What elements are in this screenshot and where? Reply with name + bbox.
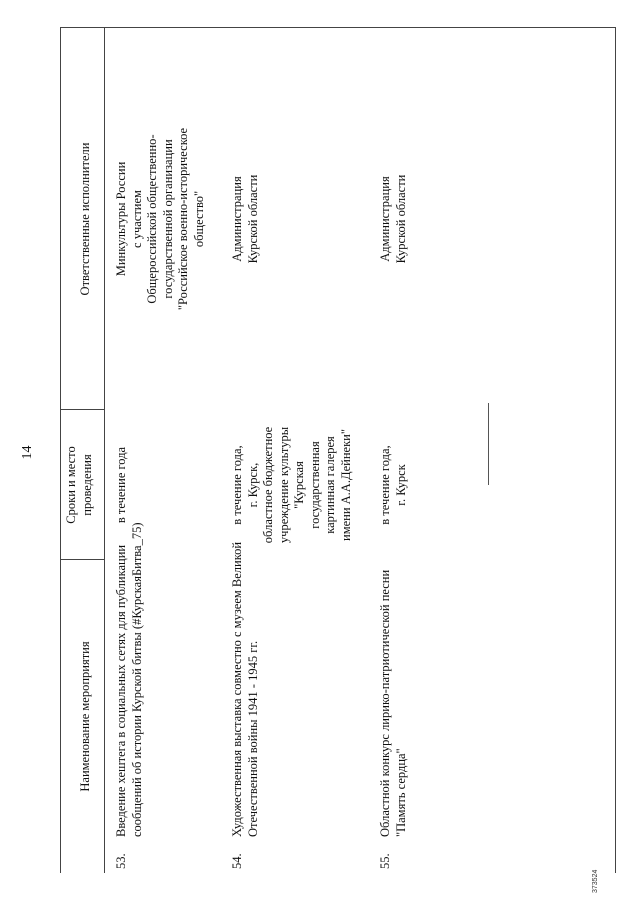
row-54-term-line-3: областное бюджетное xyxy=(261,426,275,544)
row-54-term-line-7: картинная галерея xyxy=(323,436,337,534)
row-54-term-line-6: государственная xyxy=(307,441,322,529)
row-55-resp-line-1: Администрация xyxy=(378,176,392,262)
page-number: 14 xyxy=(20,445,35,460)
row-54-term xyxy=(230,410,354,560)
table-bottom-rule xyxy=(615,28,616,873)
row-55-name-line-1: Областной конкурс лирико-патриотической песни xyxy=(378,569,392,837)
row-53-resp-line-1: Минкультуры России xyxy=(114,161,128,277)
table-header-rule xyxy=(104,28,105,873)
row-53-resp-line-5: "Российское военно-историческое xyxy=(176,127,190,311)
header-term xyxy=(64,410,95,560)
row-53-name-line-2: сообщений об истории Курской битвы (#КурскаяБитва_75) xyxy=(129,522,144,837)
row-55-term-line-2: г. Курск xyxy=(393,464,408,506)
row-53-name-line-1: Введение хештега в социальных сетях для публикации xyxy=(114,544,128,837)
row-53-resp-line-3: Общероссийской общественно- xyxy=(145,134,159,304)
row-53-name xyxy=(114,522,145,837)
row-54-responsible xyxy=(230,28,261,410)
row-53-responsible xyxy=(114,28,207,410)
row-54-term-line-5: "Курская xyxy=(292,461,306,509)
row-54-term-line-4: учреждение культуры xyxy=(276,426,291,544)
document-id: 373524 xyxy=(592,869,599,893)
header-name: Наименование мероприятия xyxy=(78,641,92,792)
row-53-resp-line-4: государственной организации xyxy=(160,139,175,299)
row-53-term-line-1: в течение года xyxy=(114,446,128,524)
row-55-responsible xyxy=(378,28,409,410)
row-55-term-line-1: в течение года, xyxy=(378,445,392,525)
row-54-term-line-2: г. Курск, xyxy=(245,462,260,508)
row-54-resp-line-1: Администрация xyxy=(230,176,244,262)
row-55-name-line-2: "Память сердца" xyxy=(393,748,408,837)
row-55-name xyxy=(378,570,409,837)
header-responsible: Ответственные исполнители xyxy=(78,142,92,296)
row-55-number: 55. xyxy=(378,853,392,869)
header-term-line-2: проведения xyxy=(79,454,94,516)
row-53-number: 53. xyxy=(114,853,128,869)
row-55-term xyxy=(378,410,409,560)
row-54-number: 54. xyxy=(230,853,244,869)
table-top-rule xyxy=(60,28,61,873)
row-53-resp-line-6: общество" xyxy=(191,190,206,248)
row-54-term-line-1: в течение года, xyxy=(230,445,244,525)
row-53-term xyxy=(114,410,130,560)
row-53-resp-line-2: с участием xyxy=(129,190,144,248)
row-54-term-line-8: имени А.А.Дейнеки" xyxy=(338,429,353,541)
row-54-name xyxy=(230,542,261,837)
row-54-name-line-2: Отечественной войны 1941 - 1945 гг. xyxy=(245,640,260,837)
end-separator-line xyxy=(488,403,489,485)
row-54-name-line-1: Художественная выставка совместно с музеем Великой xyxy=(230,541,244,837)
header-term-line-1: Сроки и место xyxy=(64,446,78,524)
row-54-resp-line-2: Курской области xyxy=(245,174,260,264)
row-55-resp-line-2: Курской области xyxy=(393,174,408,264)
